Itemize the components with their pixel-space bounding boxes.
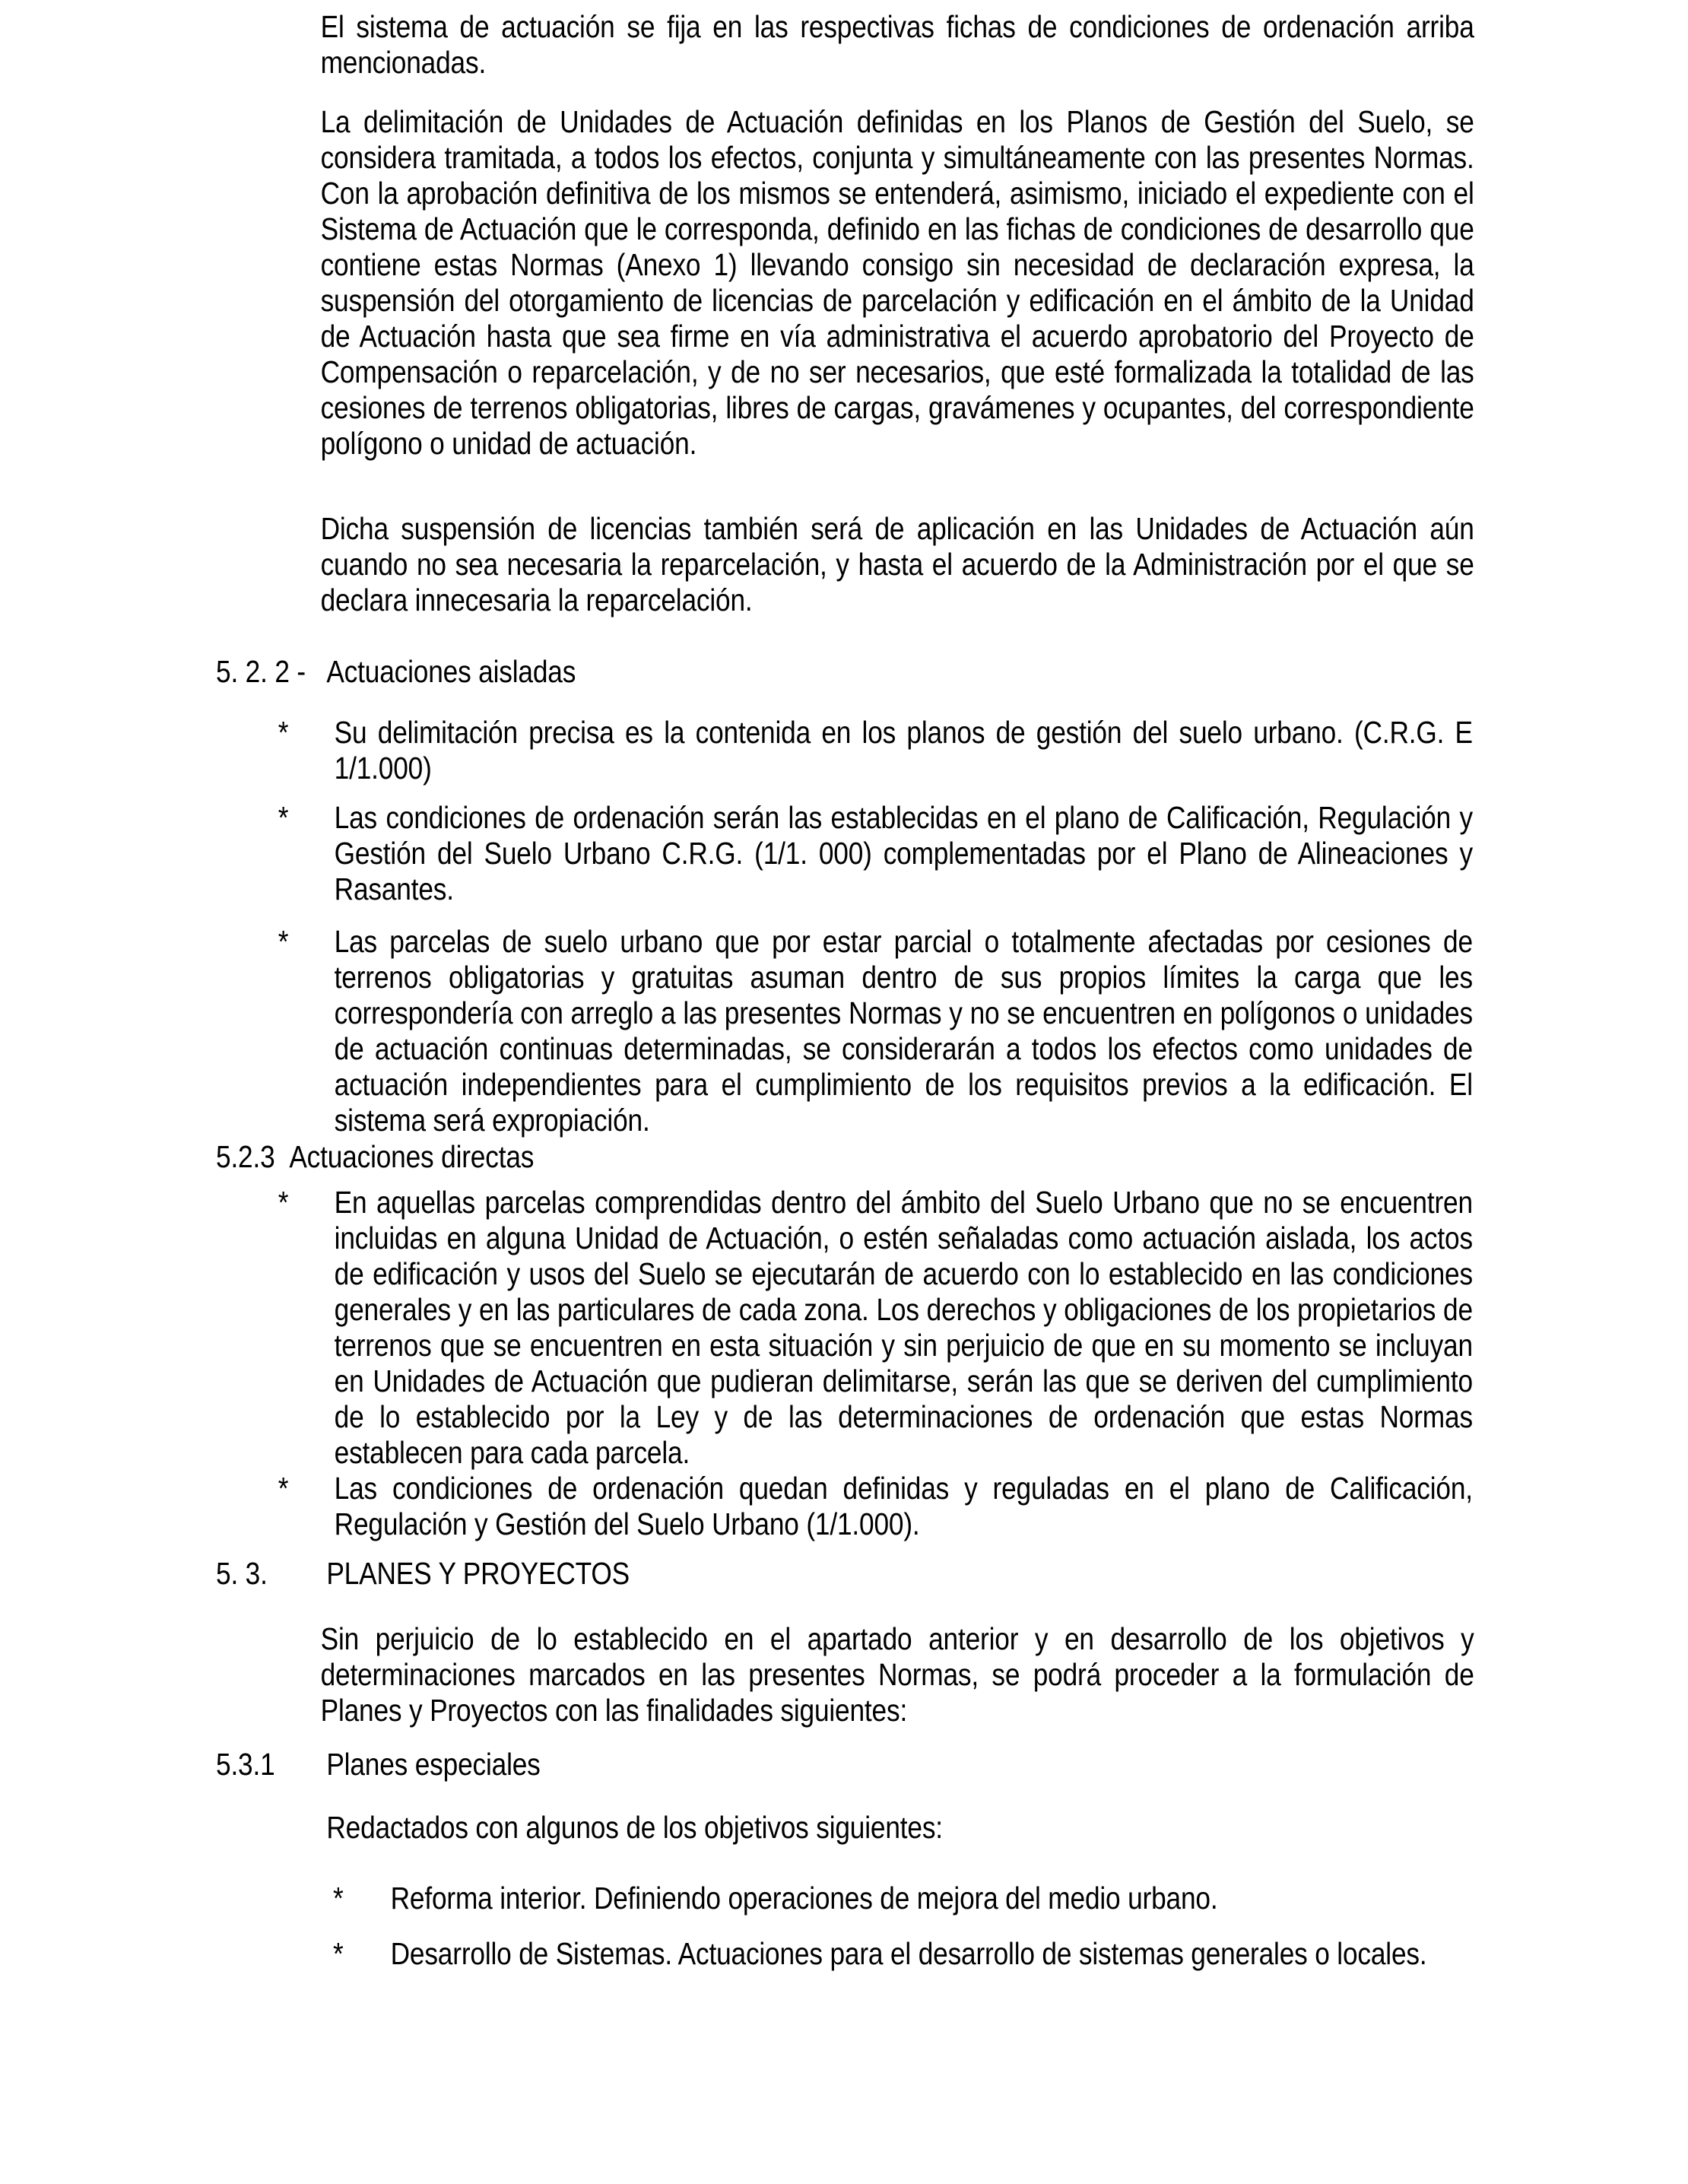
asterisk-bullet-marker: * [278,1185,289,1220]
bullet-text: Las parcelas de suelo urbano que por estar parcial o totalmente afectadas por cesiones de terrenos obligatorias y gratuitas asuman dentro de sus propios límites la carga que les correspondería con arreglo a las presentes Normas y no se encuentren en polígonos o unidades de actuación continuas determinadas, se considerarán a todos los efectos como unidades de actuación independientes para el cumplimiento de los requisitos previos a la edificación. El sistema será expropiación. [334,924,1473,1138]
paragraph-section-5-3-intro: Sin perjuicio de lo establecido en el apartado anterior y en desarrollo de los objetivos y determinaciones marcados en las presentes Normas, se podrá proceder a la formulación de Planes y Proyectos con las finalidades siguientes: [320,1621,1474,1728]
bullet-item [278,800,1473,907]
bullet-text: Desarrollo de Sistemas. Actuaciones para el desarrollo de sistemas generales o locales. [390,1936,1427,1971]
bullet-text: Reforma interior. Definiendo operaciones de mejora del medio urbano. [390,1881,1218,1916]
paragraph-intro-1: El sistema de actuación se fija en las respectivas fichas de condiciones de ordenación arriba mencionadas. [320,9,1474,80]
asterisk-bullet-marker: * [278,800,289,835]
bullet-text: Las condiciones de ordenación quedan definidas y reguladas en el plano de Calificación, Regulación y Gestión del Suelo Urbano (1/1.000). [334,1471,1473,1541]
bullet-item [332,1936,1473,1972]
section-number: 5.3.1 [216,1747,275,1782]
bullet-item [332,1881,1473,1916]
bullet-text: En aquellas parcelas comprendidas dentro del ámbito del Suelo Urbano que no se encuentren incluidas en alguna Unidad de Actuación, o estén señaladas como actuación aislada, los actos de edificación y usos del Suelo se ejecutarán de acuerdo con lo establecido en las condiciones generales y en las particulares de cada zona. Los derechos y obligaciones de los propietarios de terrenos que se encuentren en esta situación y sin perjuicio de que en su momento se incluyan en Unidades de Actuación que pudieran delimitarse, serán las que se deriven del cumplimiento de lo establecido por la Ley y de las determinaciones de ordenación que estas Normas establecen para cada parcela. [334,1185,1473,1470]
section-title: Actuaciones directas [289,1139,535,1174]
bullet-item [278,924,1473,1138]
paragraph-intro-3: Dicha suspensión de licencias también será de aplicación en las Unidades de Actuación aún cuando no sea necesaria la reparcelación, y hasta el acuerdo de la Administración por el que se declara innecesaria la reparcelación. [320,511,1474,617]
bullet-item [278,1471,1473,1542]
paragraph-intro-2: La delimitación de Unidades de Actuación definidas en los Planos de Gestión del Suelo, se considera tramitada, a todos los efectos, conjunta y simultáneamente con las presentes Normas. Con la aprobación definitiva de los mismos se entenderá, asimismo, iniciado el expediente con el Sistema de Actuación que le corresponda, definido en las fichas de condiciones de desarrollo que contiene estas Normas (Anexo 1) llevando consigo sin necesidad de declaración expresa, la suspensión del otorgamiento de licencias de parcelación y edificación en el ámbito de la Unidad de Actuación hasta que sea firme en vía administrativa el acuerdo aprobatorio del Proyecto de Compensación o reparcelación, y de no ser necesarios, que esté formalizada la totalidad de las cesiones de terrenos obligatorias, libres de cargas, gravámenes y ocupantes, del correspondiente polígono o unidad de actuación. [320,104,1474,461]
bullet-item [278,1185,1473,1471]
section-number: 5.2.3 [216,1139,275,1174]
section-number: 5. 2. 2 - [216,654,306,689]
asterisk-bullet-marker: * [278,715,289,750]
asterisk-bullet-marker: * [278,924,289,959]
section-title: Planes especiales [326,1747,541,1782]
section-title: PLANES Y PROYECTOS [326,1556,630,1591]
section-number: 5. 3. [216,1556,268,1591]
bullet-item [278,715,1473,786]
bullet-text: Su delimitación precisa es la contenida en los planos de gestión del suelo urbano. (C.R.G. E 1/1.000) [334,715,1473,786]
text-block [216,0,1478,2184]
asterisk-bullet-marker: * [332,1881,344,1916]
asterisk-bullet-marker: * [278,1471,289,1506]
section-title: Actuaciones aisladas [326,654,576,689]
asterisk-bullet-marker: * [332,1936,344,1971]
paragraph-section-5-3-1-intro: Redactados con algunos de los objetivos siguientes: [326,1810,943,1845]
bullet-text: Las condiciones de ordenación serán las establecidas en el plano de Calificación, Regulación y Gestión del Suelo Urbano C.R.G. (1/1. 000) complementadas por el Plano de Alineaciones y Rasantes. [334,800,1473,906]
